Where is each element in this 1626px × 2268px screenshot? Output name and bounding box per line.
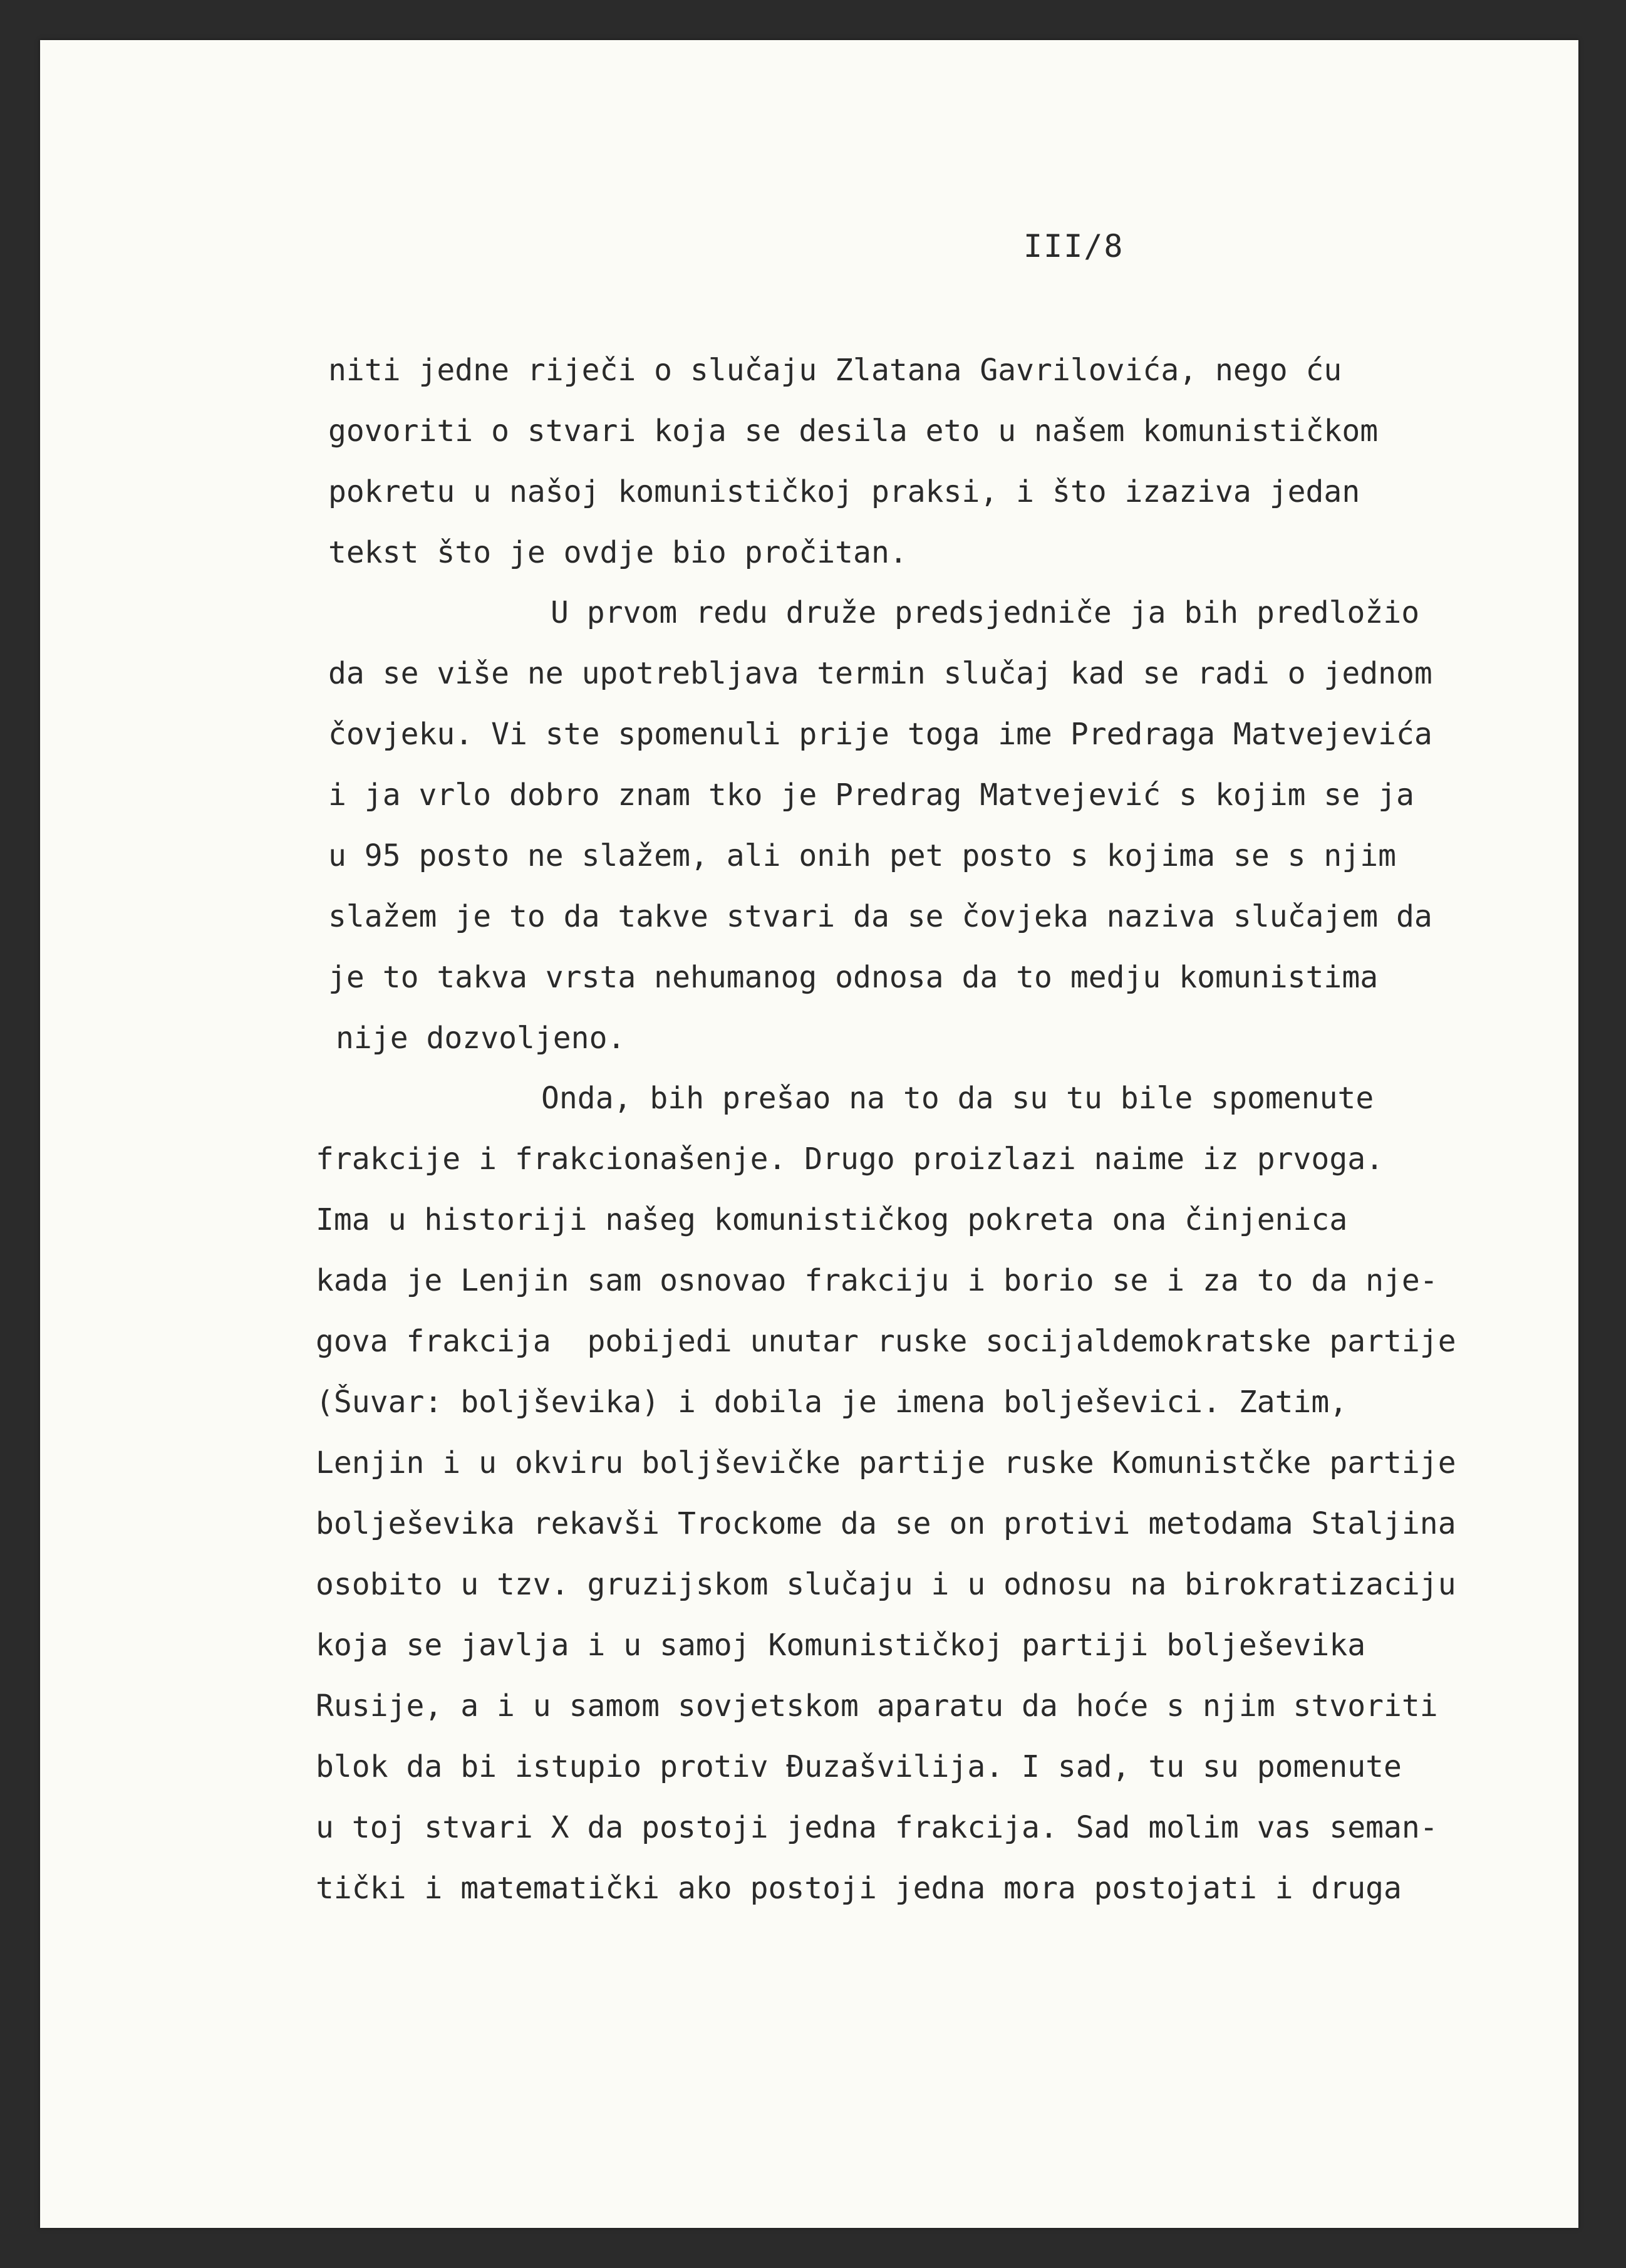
text-line: niti jedne riječi o slučaju Zlatana Gavrilovića, nego ću (328, 353, 1342, 388)
text-line: u 95 posto ne slažem, ali onih pet posto s kojima se s njim (328, 838, 1397, 873)
text-line: čovjeku. Vi ste spomenuli prije toga ime Predraga Matvejevića (328, 717, 1432, 752)
text-line: Onda, bih prešao na to da su tu bile spomenute (541, 1081, 1374, 1116)
text-line: (Šuvar: boljševika) i dobila je imena bolješevici. Zatim, (316, 1385, 1348, 1420)
text-line: da se više ne upotrebljava termin slučaj kad se radi o jednom (328, 656, 1432, 691)
text-line: govoriti o stvari koja se desila eto u našem komunističkom (328, 414, 1379, 449)
text-line: tički i matematički ako postoji jedna mora postojati i druga (316, 1871, 1402, 1906)
text-line: je to takva vrsta nehumanog odnosa da to medju komunistima (328, 960, 1379, 995)
text-line: Lenjin i u okviru boljševičke partije ruske Komunistčke partije (316, 1445, 1456, 1480)
page-number: III/8 (1023, 228, 1124, 264)
document-page (40, 40, 1578, 2228)
text-line: bolješevika rekavši Trockome da se on protivi metodama Staljina (316, 1506, 1456, 1541)
text-line: slažem je to da takve stvari da se čovjeka naziva slučajem da (328, 899, 1432, 934)
text-line: Ima u historiji našeg komunističkog pokreta ona činjenica (316, 1202, 1348, 1237)
text-line: gova frakcija pobijedi unutar ruske socijaldemokratske partije (316, 1324, 1456, 1359)
text-line: blok da bi istupio protiv Đuzašvilija. I sad, tu su pomenute (316, 1749, 1402, 1784)
text-line: osobito u tzv. gruzijskom slučaju i u odnosu na birokratizaciju (316, 1567, 1456, 1602)
text-line: pokretu u našoj komunističkoj praksi, i što izaziva jedan (328, 474, 1360, 509)
text-line: Rusije, a i u samom sovjetskom aparatu da hoće s njim stvoriti (316, 1688, 1438, 1724)
text-line: frakcije i frakcionašenje. Drugo proizlazi naime iz prvoga. (316, 1142, 1384, 1177)
text-line: kada je Lenjin sam osnovao frakciju i borio se i za to da nje- (316, 1263, 1438, 1298)
text-line: U prvom redu druže predsjedniče ja bih predložio (551, 595, 1420, 630)
text-line: tekst što je ovdje bio pročitan. (328, 535, 908, 570)
text-line: u toj stvari X da postoji jedna frakcija. Sad molim vas seman- (316, 1810, 1438, 1845)
text-line: koja se javlja i u samoj Komunističkoj partiji bolješevika (316, 1628, 1366, 1663)
text-line: i ja vrlo dobro znam tko je Predrag Matvejević s kojim se ja (328, 778, 1414, 813)
text-line: nije dozvoljeno. (336, 1021, 626, 1056)
